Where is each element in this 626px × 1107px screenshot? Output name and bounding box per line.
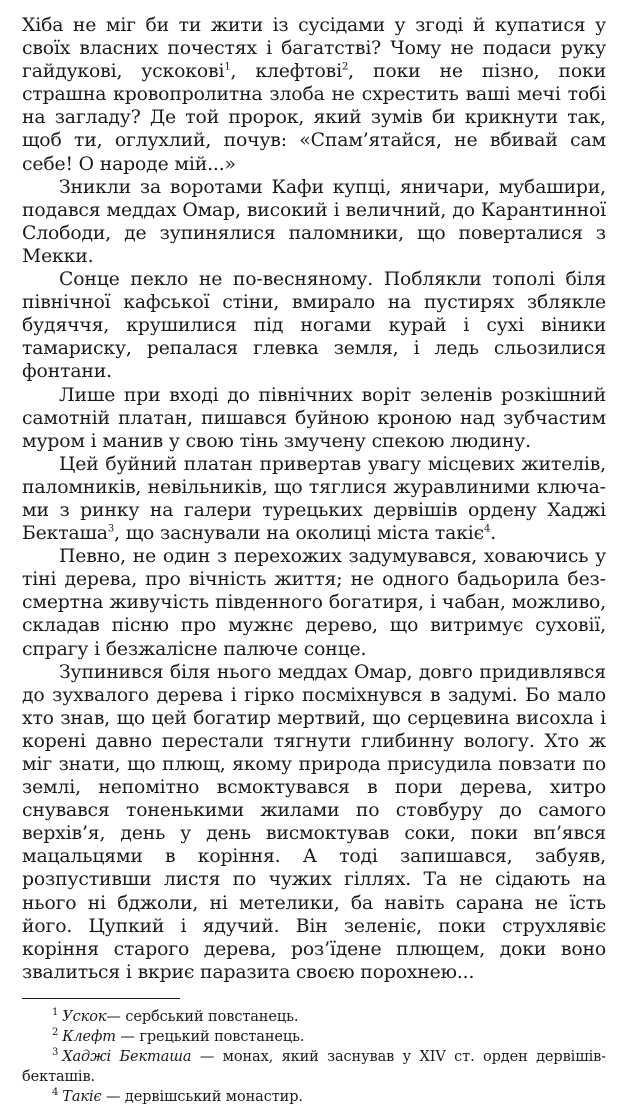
paragraph <box>22 545 606 660</box>
paragraph-text: Зупинився біля нього меддах Омар, довго придивлявся до зухвалого дерева і гірко посміхнувся в задумі. Бо мало хто знав, що цей богатир мертвий, що серцевина висохла і корені давно перестали тягнути глибинну вологу. Хто ж міг знати, що плющ, якому природа присудила повзати по землі, непомітно всмоктувався в пори дерева, хитро снувався тоненькими жилами по стовбуру до самого верхів’я, день у день висмоктував соки, поки вп’явся мацальцями в коріння. А тоді запишався, забуяв, розпустивши листя по чужих гіллях. Та не сідають на нього ні бджоли, ні метелики, ба навіть сарана не їсть його. Цупкий і ядучий. Він зеленіє, поки струхлявіє коріння старого дерева, роз’їдене плющем, доки воно звалиться і вкриє паразита своєю порохнею... <box>22 661 606 983</box>
footnote-number: 4 <box>52 1087 59 1099</box>
footnote-term: Клефт <box>62 1028 116 1045</box>
footnote <box>22 1087 606 1107</box>
footnote-number: 3 <box>52 1047 59 1059</box>
footnote-definition: — сербський повстанець. <box>106 1008 299 1025</box>
body-text <box>22 14 606 984</box>
paragraph-text: . <box>490 523 497 545</box>
footnote-definition: — дервішський монастир. <box>101 1088 303 1105</box>
footnote-ref: 2 <box>341 61 349 73</box>
paragraph <box>22 384 606 453</box>
paragraph-text: Хіба не міг би ти жити із сусідами у згоді й купатися у своїх власних почестях і багатстві? Чому не подаси руку гайдукові, ускокові <box>22 15 606 83</box>
paragraph <box>22 453 606 545</box>
paragraph-text: , що заснували на околиці міста такіє <box>114 523 485 545</box>
paragraph-text: , поки не пізно, поки страшна кровопролитна злоба не схрестить ваші мечі тобі на загладу? Де той пророк, який зумів би крикнути так, щоб ти, оглухлий, почув: «Спам’ятайся, не вбивай сам себе! О народе мій...» <box>22 61 607 175</box>
paragraph-text: , клефтові <box>230 61 342 83</box>
paragraph-text: Цей буйний платан привертав увагу місцевих жителів, паломників, невільників, що тяглися журавлиними ключами з ринку на галери турецьких дервішів ордену Хаджі Бекташа <box>22 453 606 545</box>
paragraph-text: Сонце пекло не по-весняному. Поблякли тополі біля північної кафської стіни, вмирало на пустирях зблякле будяччя, крушилися під ногами курай і сухі віники тамариску, репалася глевка земля, і ледь сльозилися фонтани. <box>22 269 606 383</box>
paragraph <box>22 661 606 984</box>
footnotes <box>22 1007 606 1107</box>
paragraph <box>22 176 606 268</box>
footnote-number: 2 <box>52 1027 59 1039</box>
footnote-term: Хаджі Бекташа <box>62 1048 192 1065</box>
footnote-ref: 3 <box>107 523 115 535</box>
footnote-definition: — монах, який заснував у XIV ст. орден дервішів-бекташів. <box>22 1048 606 1085</box>
footnote <box>22 1027 606 1047</box>
footnote <box>22 1007 606 1027</box>
footnote-separator <box>22 998 180 999</box>
footnote-term: Такіє <box>62 1088 102 1105</box>
footnote-number: 1 <box>52 1007 59 1019</box>
footnote <box>22 1047 606 1087</box>
paragraph-text: Зникли за воротами Кафи купці, яничари, мубашири, подався меддах Омар, високий і величний, до Карантинної Слободи, де зупинялися паломники, що поверталися з Мекки. <box>22 176 606 267</box>
footnote-definition: — грецький повстанець. <box>115 1028 305 1045</box>
footnote-term: Ускок <box>62 1008 107 1025</box>
footnote-ref: 1 <box>224 61 231 73</box>
paragraph-text: Лише при вході до північних воріт зеленів розкішний самотній платан, пишався буйною кроною над зубчастим муром і манив у свою тінь змучену спекою людину. <box>22 384 606 452</box>
footnote-ref: 4 <box>484 523 491 535</box>
paragraph <box>22 14 606 176</box>
paragraph-text: Певно, не один з перехожих задумувався, ховаючись у тіні дерева, про вічність життя; не одного бадьорила безсмертна живучість південного богатиря, і чабан, можливо, складав пісню про мужнє дерево, що витримує суховії, спрагу і безжалісне палюче сонце. <box>22 546 606 660</box>
paragraph <box>22 268 606 383</box>
